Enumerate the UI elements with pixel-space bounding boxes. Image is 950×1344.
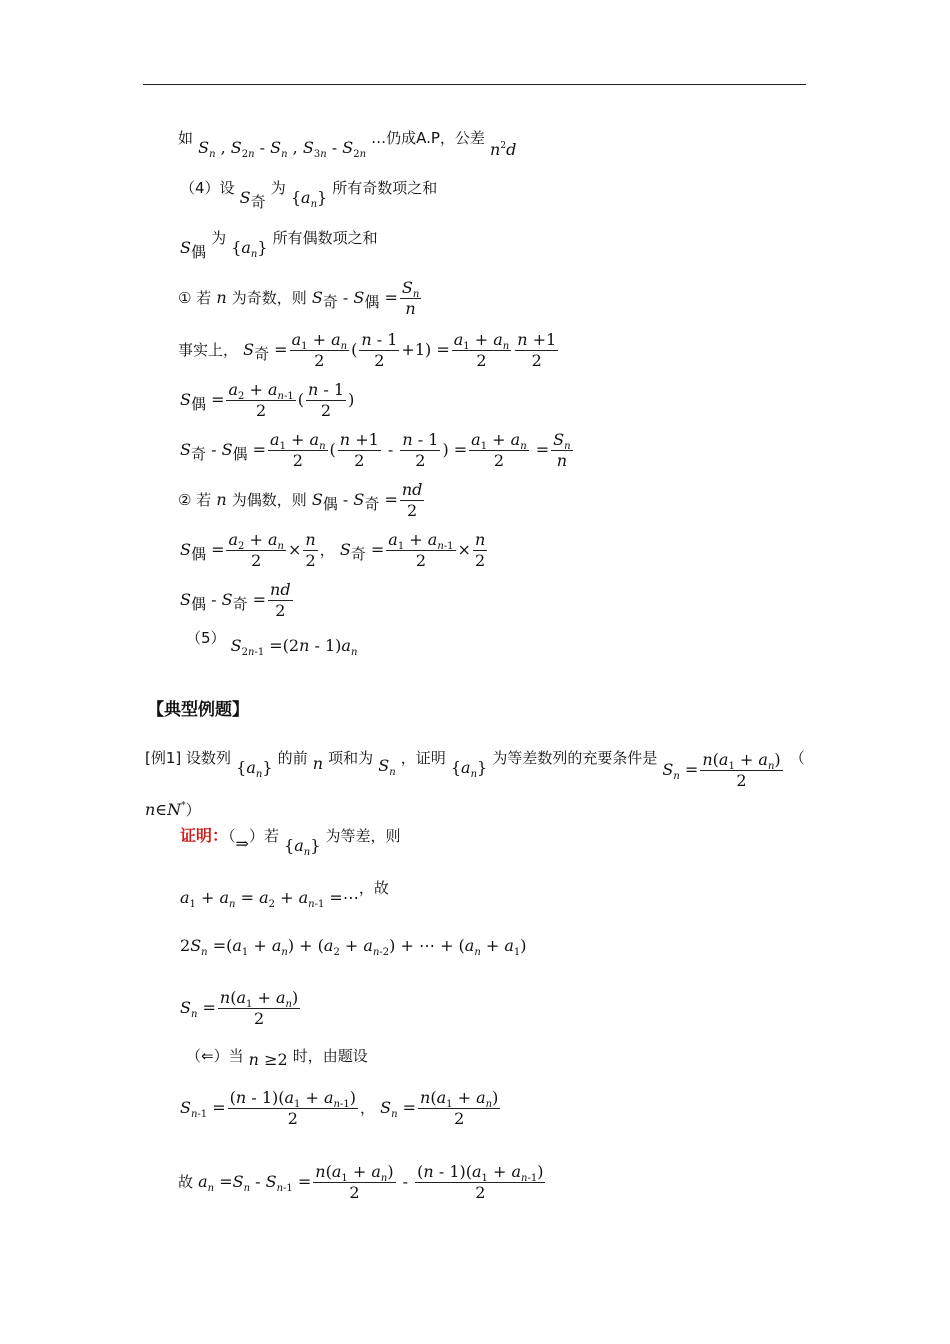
label-5: （5） [186, 629, 226, 647]
formula-sn-condition: $S_n$ = $\frac{n(a_1 + a_n)}{2}$ [662, 750, 781, 790]
proof-step-2: $2S_n =(a_1 + a_n) + (a_2 + a_{n-2})$ + ⋯ + $(a_n + a_1)$ [180, 936, 527, 958]
line-in-fact [178, 330, 560, 371]
proof-converse: （⇐）当 n ≥2 时，由题设 [186, 1047, 368, 1069]
proof-step-3: $S_n$ = $\frac{n(a_1 + a_n)}{2}$ [180, 988, 299, 1028]
text-even-sum: 所有偶数项之和 [272, 229, 378, 247]
formula-even-sums: $S_偶$ = $\frac{a_2 + a_n}{2}$ × $\frac{n}{2}$ [180, 530, 316, 570]
formula-n2d: $n^2d$ [490, 140, 517, 159]
formula-s-even: $S_偶$ [180, 238, 206, 261]
sub-ou: 偶 [190, 243, 206, 261]
formula-even-diff: $S_偶 - S_奇$ = $\frac{nd}{2}$ [311, 480, 423, 520]
formula-an: $\{a_n\}$ [290, 188, 328, 210]
proof-step-1: $a_1 + a_n = a_2 + a_{n-1}$ =⋯，故 [180, 879, 389, 910]
formula-difference: $S_奇 - S_偶$ = $\frac{a_1 + a_n}{2}$ ( $\frac{n +1}{2}$ - $\frac{n - 1}{2}$ ) = $\frac{a_1 + a_n}{2}$ = $\frac{S_n}{n}$ [180, 430, 571, 470]
text-still-ap: …仍成A.P，公差 [371, 129, 485, 147]
formula-even-minus-odd: $S_偶 - S_奇$ = $\frac{nd}{2}$ [180, 580, 291, 620]
label-circle-1: ① 若 [178, 289, 212, 307]
header-rule [143, 84, 806, 85]
text-wei-2: 为 [211, 229, 227, 247]
line-case-odd [178, 278, 423, 319]
formula-s2n-1: $S_{2n-1} =(2n - 1)a_n$ [230, 636, 358, 658]
label-4: （4）设 [180, 179, 235, 197]
proof-step-4: $S_{n-1}$ = $\frac{(n - 1)(a_1 + a_{n-1})}{2}$ ， $S_n$ = $\frac{n(a_1 + a_n)}{2}$ [180, 1088, 499, 1128]
text-ru: 如 [178, 129, 194, 147]
example-label: [例1] 设数列 [145, 749, 232, 767]
formula-s-odd: $S_奇$ [239, 188, 266, 211]
line-case-even [178, 480, 426, 521]
text-in-fact: 事实上， [178, 341, 239, 359]
line-odd-minus-even [180, 430, 575, 471]
line-item-5 [186, 628, 358, 658]
section-title: 【典型例题】 [147, 700, 249, 720]
proof-step-5: 故 $a_n =S_n - S_{n-1}$ = $\frac{n(a_1 + a_n)}{2}$ - $\frac{(n - 1)(a_1 + a_{n-1})}{2}$ [178, 1162, 544, 1202]
line-s-even [180, 380, 354, 421]
formula-odd-diff: $S_奇 - S_偶$ = $\frac{S_n}{n}$ [311, 278, 420, 318]
example-1: [例1] 设数列 $\{a_n\}$ 的前 n 项和为 $S_n$ ，证明 $\{a_n\}$ 为等差数列的充要条件是 $S_n$ = $\frac{n(a_1 + a_n)}{2}$ （ [145, 749, 805, 790]
sub-qi: 奇 [250, 193, 266, 211]
line-ap-property [178, 128, 517, 160]
text-wei: 为 [270, 179, 286, 197]
formula-odd-sums: $S_奇$ = $\frac{a_1 + a_{n-1}}{2}$ × $\frac{n}{2}$ [339, 530, 486, 570]
line-odd-sum-def [180, 178, 438, 211]
formula-an-2: $\{a_n\}$ [231, 238, 268, 260]
proof-label: 证明： [180, 826, 229, 845]
label-circle-2: ② 若 [178, 491, 212, 509]
text-odd-sum: 所有奇数项之和 [332, 179, 438, 197]
text-odd-then: 为奇数，则 [231, 289, 307, 307]
line-even-minus-odd [180, 580, 295, 621]
formula-s-odd-expand: $S_奇$ = $\frac{a_1 + a_n}{2}$ ( $\frac{n - 1}{2}$ +1) = $\frac{a_1 + a_n}{2}$ $\frac{n +1}{2}$ [243, 330, 557, 370]
var-n-2: n [216, 490, 227, 509]
line-even-expand: $S_偶$ = $\frac{a_2 + a_n}{2}$ × $\frac{n}{2}$ ， $S_奇$ = $\frac{a_1 + a_{n-1}}{2}$ × $\frac{n}{2}$ [180, 530, 489, 571]
var-n: n [216, 288, 227, 307]
text-even-then: 为偶数，则 [231, 491, 307, 509]
implies-arrow: ⇒ [235, 834, 249, 853]
formula-s-even-expand: $S_偶$ = $\frac{a_2 + a_{n-1}}{2}$ ( $\frac{n - 1}{2}$ ) [180, 380, 355, 420]
formula-partial-sums: $S_n$ , $S_{2n} - S_n$ , $S_{3n} - S_{2n}$ [198, 138, 367, 160]
example-1-cond: n∈N*） [145, 800, 201, 819]
proof-line: 证明：（⇒）若 $\{a_n\}$ 为等差，则 [180, 826, 401, 858]
line-even-sum-def [180, 228, 378, 261]
